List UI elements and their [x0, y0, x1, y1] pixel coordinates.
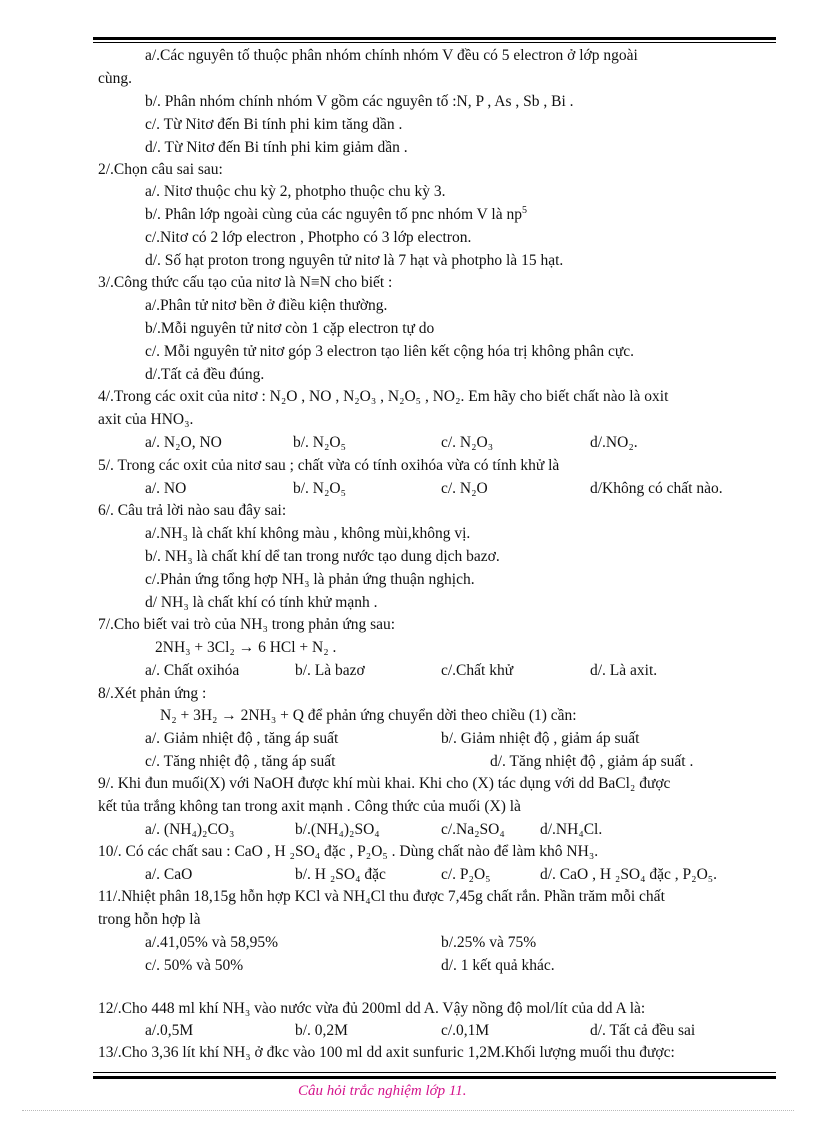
text-line: a/.Các nguyên tố thuộc phân nhóm chính nhóm V đều có 5 electron ở lớp ngoài — [145, 47, 638, 64]
page-edge-dots — [22, 1110, 794, 1111]
equation: N₂ + 3H₂ → 2NH₃ + Q để phản ứng chuyển dời theo chiều (1) cần: — [160, 707, 577, 724]
option-c: c/. N₂O₃ — [441, 434, 494, 451]
option-a: a/.0,5M — [145, 1022, 194, 1039]
option-a: a/. N₂O, NO — [145, 434, 222, 451]
text-line: c/.Phản ứng tổng hợp NH₃ là phản ứng thuận nghịch. — [145, 571, 475, 588]
option-d: d/. CaO , H ₂SO₄ đặc , P₂O₅. — [540, 866, 718, 883]
option-c: c/. Tăng nhiệt độ , tăng áp suất — [145, 753, 336, 770]
text-line: c/. Từ Nitơ đến Bi tính phi kim tăng dần . — [145, 116, 403, 133]
text-line: a/.Phân tử nitơ bền ở điều kiện thường. — [145, 297, 388, 314]
question-title: 7/.Cho biết vai trò của NH₃ trong phản ứng sau: — [98, 616, 396, 633]
option-a: a/. NO — [145, 480, 187, 497]
text-line: d/.Tất cả đều đúng. — [145, 366, 265, 383]
option-a: a/. Giảm nhiệt độ , tăng áp suất — [145, 730, 339, 747]
option-d: d/.NO₂. — [590, 434, 638, 451]
option-d: d/.NH₄Cl. — [540, 821, 603, 838]
option-a: a/. CaO — [145, 866, 193, 883]
option-b: b/. Giảm nhiệt độ , giảm áp suất — [441, 730, 640, 747]
option-c: c/.Chất khử — [441, 662, 514, 679]
option-d: d/. Tăng nhiệt độ , giảm áp suất . — [490, 753, 694, 770]
text-line: b/.Mỗi nguyên tử nitơ còn 1 cặp electron tự do — [145, 320, 435, 337]
text-line — [145, 205, 527, 225]
option-b: b/. N₂O₅ — [293, 434, 347, 451]
option-b: b/. Là bazơ — [295, 662, 365, 679]
option-d: d/. 1 kết quả khác. — [441, 957, 555, 974]
option-d: d/. Tất cả đều sai — [590, 1022, 696, 1039]
question-title: 10/. Có các chất sau : CaO , H ₂SO₄ đặc , P₂O₅ . Dùng chất nào để làm khô NH₃. — [98, 843, 599, 860]
text-line: cùng. — [98, 70, 133, 87]
footer-rule-thick — [93, 1076, 776, 1079]
option-c: c/. P₂O₅ — [441, 866, 491, 883]
text-line: b/. Phân nhóm chính nhóm V gồm các nguyên tố :N, P , As , Sb , Bi . — [145, 93, 574, 110]
option-b: b/.25% và 75% — [441, 934, 537, 951]
option-c: c/.Na₂SO₄ — [441, 821, 505, 838]
text-line: d/. Số hạt proton trong nguyên tử nitơ là 7 hạt và photpho là 15 hạt. — [145, 252, 564, 269]
question-title: 13/.Cho 3,36 lít khí NH₃ ở đkc vào 100 ml dd axit sunfuric 1,2M.Khối lượng muối thu được: — [98, 1044, 675, 1061]
option-b: b/. 0,2M — [295, 1022, 348, 1039]
question-title: 8/.Xét phản ứng : — [98, 685, 207, 702]
option-c: c/.0,1M — [441, 1022, 490, 1039]
text-fragment: b/. Phân lớp ngoài cùng của các nguyên tố pnc nhóm V là np — [145, 206, 522, 223]
equation: 2NH₃ + 3Cl₂ → 6 HCl + N₂ . — [155, 639, 337, 656]
question-title: 4/.Trong các oxit của nitơ : N₂O , NO , N₂O₃ , N₂O₅ , NO₂. Em hãy cho biết chất nào là oxit — [98, 388, 669, 405]
text-line: c/. Mỗi nguyên tử nitơ góp 3 electron tạo liên kết cộng hóa trị không phân cực. — [145, 343, 635, 360]
text-line: b/. NH₃ là chất khí dể tan trong nước tạo dung dịch bazơ. — [145, 548, 500, 565]
question-title: 3/.Công thức cấu tạo của nitơ là N≡N cho biết : — [98, 274, 393, 291]
text-line: c/.Nitơ có 2 lớp electron , Photpho có 3 lớp electron. — [145, 229, 472, 246]
text-line: a/. Nitơ thuộc chu kỳ 2, photpho thuộc chu kỳ 3. — [145, 183, 446, 200]
text-line: d/. Từ Nitơ đến Bi tính phi kim giảm dần . — [145, 139, 408, 156]
option-a: a/.41,05% và 58,95% — [145, 934, 279, 951]
option-b: b/. H ₂SO₄ đặc — [295, 866, 386, 883]
question-title: 2/.Chọn câu sai sau: — [98, 161, 223, 178]
text-line: kết tủa trắng không tan trong axit mạnh . Công thức của muối (X) là — [98, 798, 521, 815]
option-d: d/. Là axit. — [590, 662, 658, 679]
page-footer: Câu hỏi trắc nghiệm lớp 11. — [298, 1083, 467, 1099]
superscript: 5 — [521, 205, 527, 216]
text-line: a/.NH₃ là chất khí không màu , không mùi,không vị. — [145, 525, 471, 542]
option-d: d/Không có chất nào. — [590, 480, 723, 497]
question-title: 5/. Trong các oxit của nitơ sau ; chất vừa có tính oxihóa vừa có tính khử là — [98, 457, 560, 474]
text-line: axit của HNO₃. — [98, 411, 194, 428]
question-title: 12/.Cho 448 ml khí NH₃ vào nước vừa đủ 200ml dd A. Vậy nồng độ mol/lít của dd A là: — [98, 1000, 646, 1017]
text-line: trong hỗn hợp là — [98, 911, 201, 928]
option-a: a/. (NH₄)₂CO₃ — [145, 821, 235, 838]
option-a: a/. Chất oxihóa — [145, 662, 240, 679]
question-title: 9/. Khi đun muối(X) với NaOH được khí mùi khai. Khi cho (X) tác dụng với dd BaCl₂ được — [98, 775, 671, 792]
header-rule-thin — [93, 42, 776, 43]
option-c: c/. N₂O — [441, 480, 488, 497]
option-b: b/.(NH₄)₂SO₄ — [295, 821, 380, 838]
question-title: 11/.Nhiệt phân 18,15g hỗn hợp KCl và NH₄Cl thu được 7,45g chất rắn. Phần trăm mỗi chất — [98, 888, 665, 905]
text-line: d/ NH₃ là chất khí có tính khử mạnh . — [145, 594, 378, 611]
option-b: b/. N₂O₅ — [293, 480, 347, 497]
footer-rule-thin — [93, 1072, 776, 1073]
option-c: c/. 50% và 50% — [145, 957, 244, 974]
header-rule-thick — [93, 37, 776, 40]
question-title: 6/. Câu trả lời nào sau đây sai: — [98, 502, 287, 519]
